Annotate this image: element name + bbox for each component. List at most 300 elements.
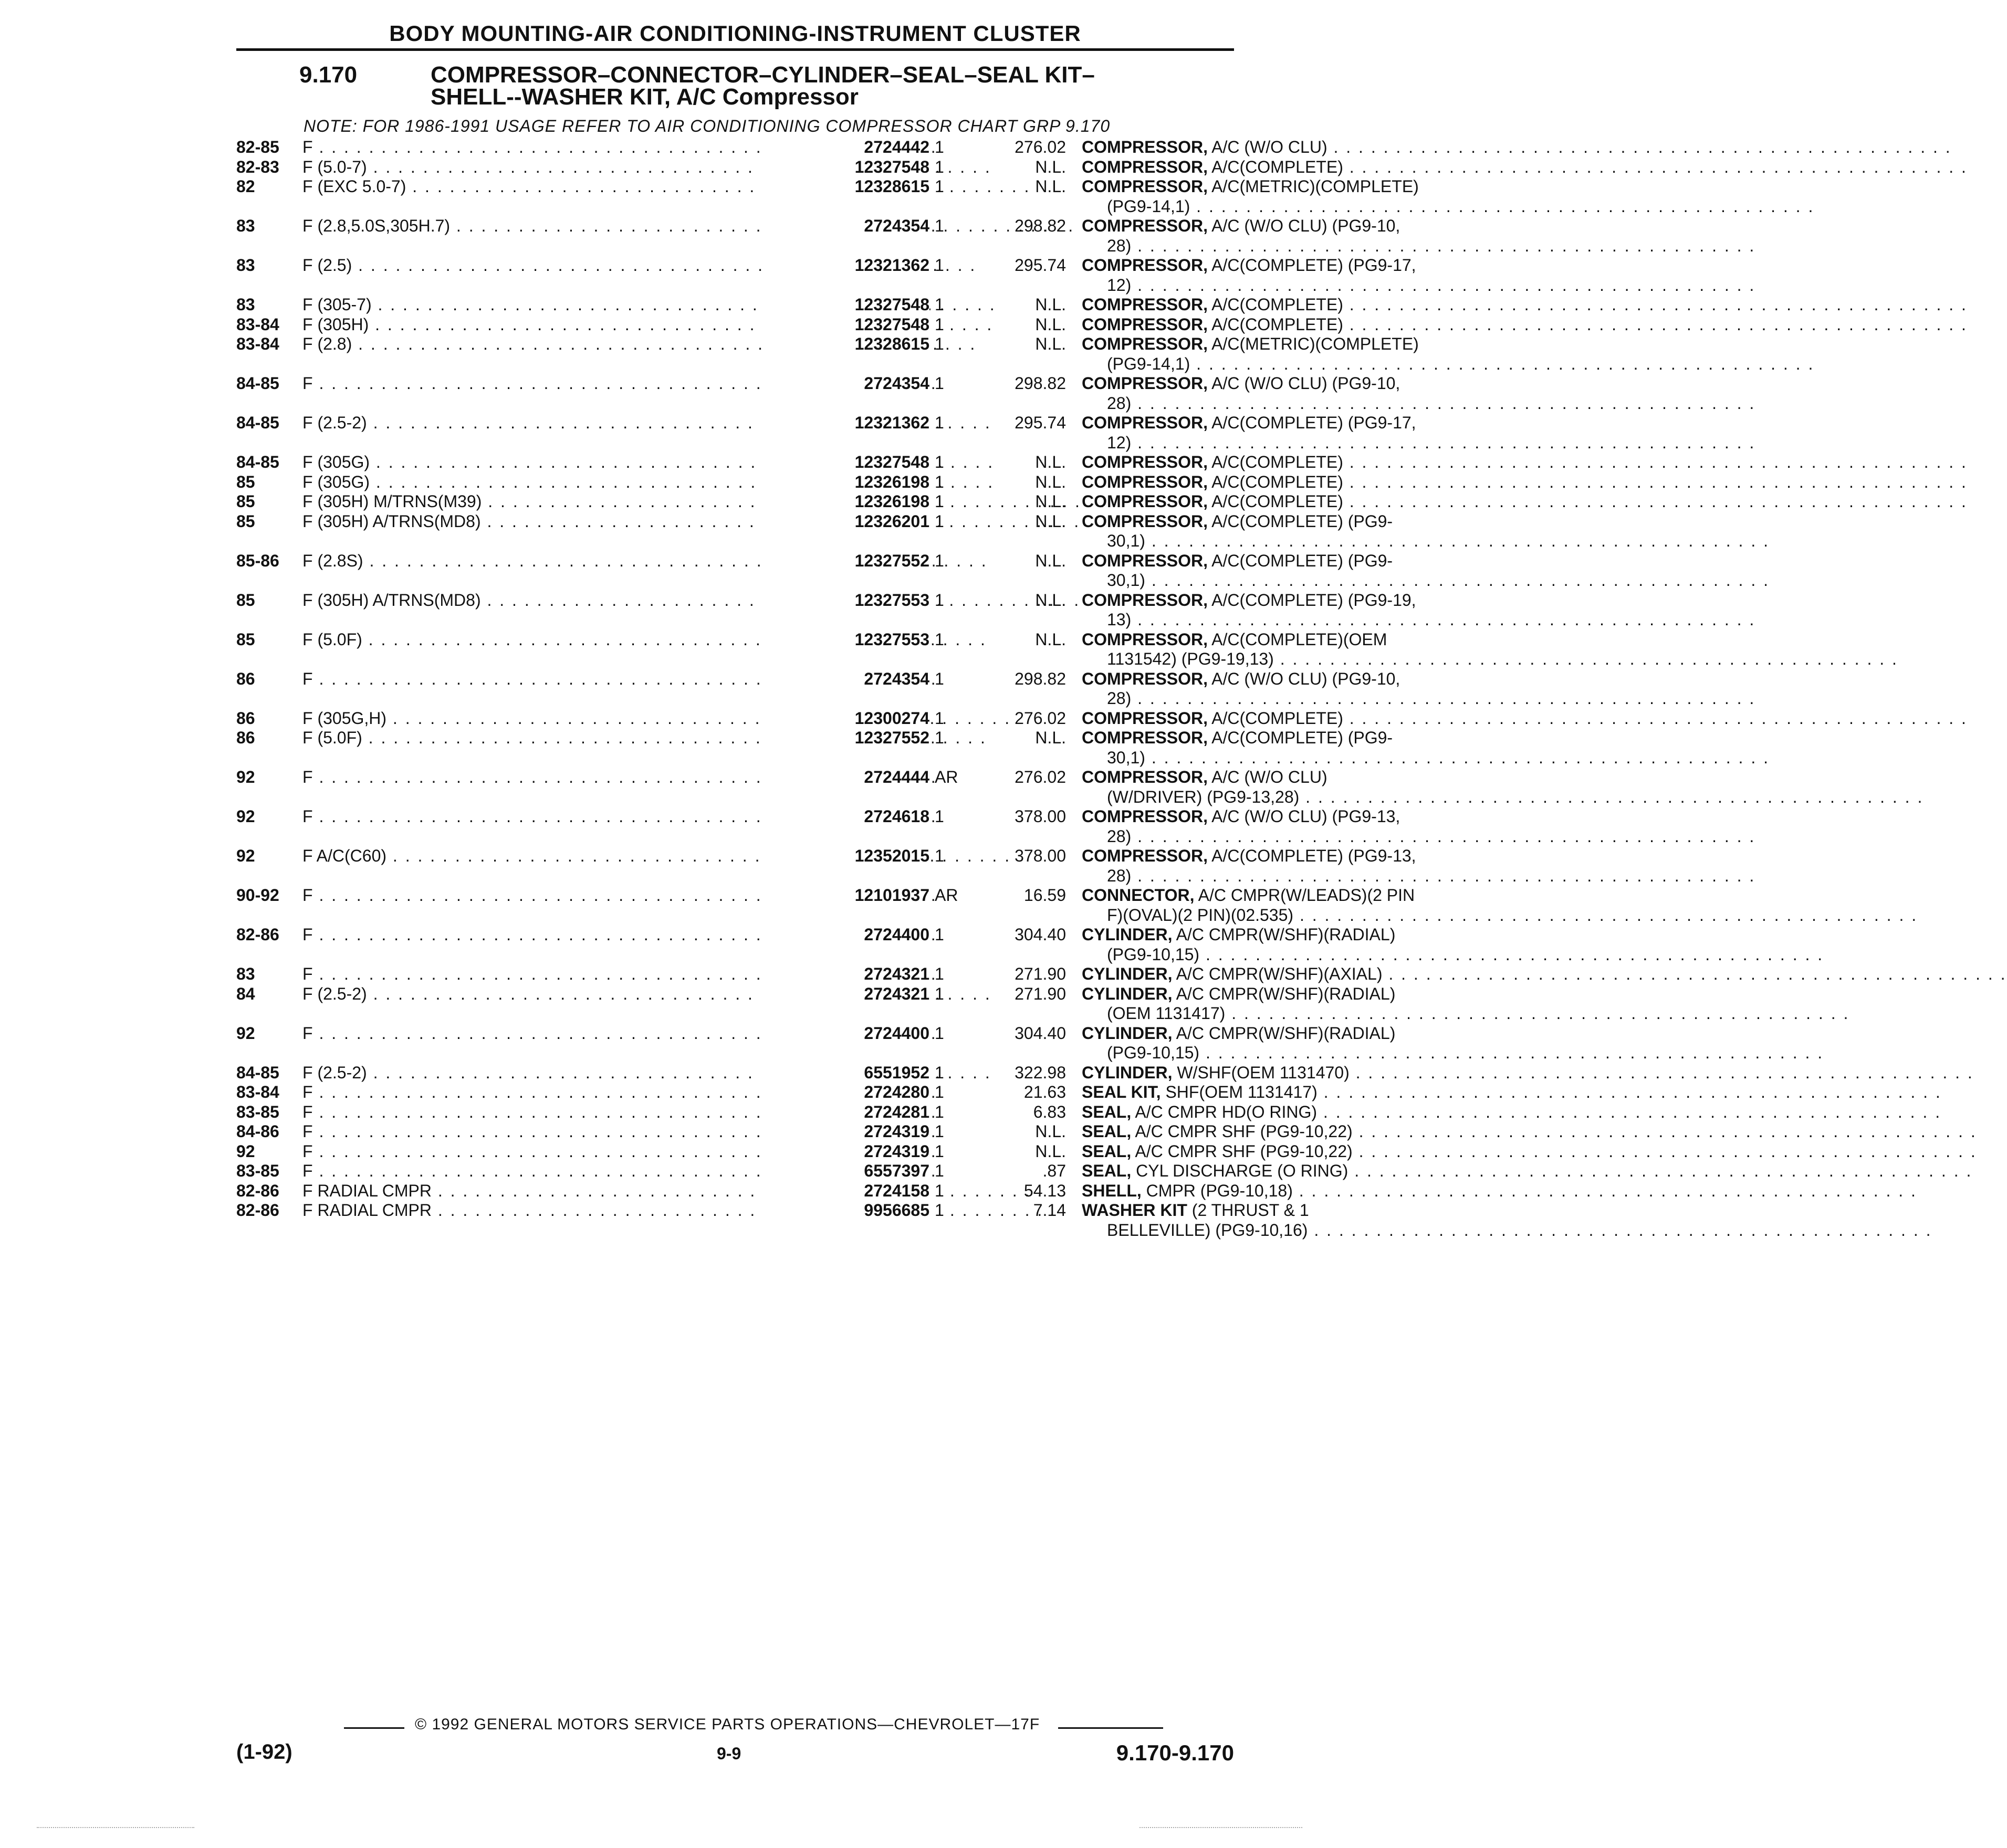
description-keyword: COMPRESSOR,: [1082, 138, 1208, 156]
part-number: 2724400: [761, 925, 929, 945]
part-model-wrap: [302, 177, 817, 197]
part-quantity: 1: [935, 1161, 944, 1180]
description-line: [1082, 315, 1470, 335]
part-price: 304.40: [1015, 1023, 1066, 1043]
description-text: 1131542) (PG9-19,13): [1107, 649, 1274, 668]
description-line: [1082, 748, 1470, 768]
part-model: F: [302, 1102, 313, 1121]
description-keyword: COMPRESSOR,: [1082, 768, 1208, 786]
part-years: 85: [236, 511, 255, 531]
part-years: 85: [236, 472, 255, 491]
part-description: [1082, 768, 1470, 807]
part-model-wrap: [302, 591, 817, 611]
part-number: 12328615: [761, 177, 929, 197]
description-keyword: SHELL,: [1082, 1181, 1142, 1200]
part-quantity: 1: [935, 1201, 944, 1220]
part-quantity: 1: [935, 472, 944, 491]
part-number: 2724321: [761, 984, 929, 1004]
part-model-wrap: [302, 1161, 817, 1181]
description-keyword: COMPRESSOR,: [1082, 728, 1208, 747]
part-years: 83: [236, 295, 255, 314]
part-model-wrap: [302, 1201, 817, 1221]
description-text: 13): [1107, 610, 1132, 629]
part-row: [236, 492, 1343, 512]
part-model-wrap: [302, 1024, 817, 1044]
part-number: 12327552: [761, 728, 929, 748]
description-text: 28): [1107, 689, 1132, 708]
part-years: 92: [236, 1141, 255, 1161]
description-keyword: CYLINDER,: [1082, 925, 1173, 944]
part-price: 298.82: [1015, 216, 1066, 235]
part-price: 295.74: [1015, 413, 1066, 432]
description-text: W/SHF(OEM 1131470): [1172, 1063, 1350, 1082]
part-description: [1082, 177, 1470, 216]
description-text: (OEM 1131417): [1107, 1004, 1226, 1023]
usage-note: NOTE: FOR 1986-1991 USAGE REFER TO AIR CONDITIONING COMPRESSOR CHART GRP 9.170: [304, 117, 1111, 135]
part-row: [236, 590, 1416, 630]
part-model: F (305G,H): [302, 708, 387, 728]
part-model-wrap: [302, 1083, 817, 1102]
scan-edge-mark-left: [37, 1827, 194, 1828]
part-price: N.L.: [1035, 177, 1066, 196]
part-description: [1082, 669, 1470, 709]
description-line: [1082, 138, 1470, 158]
part-model-wrap: [302, 768, 817, 788]
part-model-wrap: [302, 256, 817, 276]
description-line: [1082, 512, 1470, 532]
part-quantity: 1: [935, 964, 944, 983]
part-years: 92: [236, 846, 255, 865]
description-keyword: COMPRESSOR,: [1082, 472, 1208, 491]
part-years: 83: [236, 256, 255, 275]
description-line: [1082, 1181, 1470, 1201]
part-model: F: [302, 1141, 313, 1161]
description-line: [1082, 413, 1470, 433]
description-line: [1082, 1004, 1470, 1024]
description-line: [1082, 610, 1470, 630]
part-model-wrap: [302, 807, 817, 827]
part-quantity: 1: [935, 511, 944, 531]
description-line: [1082, 984, 1470, 1004]
part-model: F (2.5-2): [302, 413, 367, 432]
description-line: [1082, 1221, 1470, 1241]
part-row: [236, 768, 1327, 807]
description-text: (2 THRUST & 1: [1187, 1201, 1309, 1220]
part-row: [236, 1023, 1396, 1063]
part-description: [1082, 1083, 1470, 1102]
part-description: [1082, 512, 1470, 551]
description-line: [1082, 1201, 1470, 1221]
part-description: [1082, 256, 1470, 295]
part-number: 2724618: [761, 807, 929, 827]
part-years: 83-84: [236, 314, 279, 334]
part-description: [1082, 925, 1470, 964]
description-text: A/C(COMPLETE): [1208, 453, 1343, 471]
part-model-wrap: [302, 472, 817, 492]
part-price: N.L.: [1035, 295, 1066, 314]
part-model: F A/C(C60): [302, 846, 387, 865]
description-keyword: COMPRESSOR,: [1082, 846, 1208, 865]
part-quantity: 1: [935, 1102, 944, 1121]
page-header-title: BODY MOUNTING-AIR CONDITIONING-INSTRUMENT CLUSTER: [389, 21, 1081, 46]
part-years: 84-85: [236, 374, 279, 393]
description-line: [1082, 906, 1470, 926]
part-quantity: 1: [935, 1063, 944, 1082]
part-quantity: 1: [935, 216, 944, 235]
part-row: [236, 216, 1400, 256]
part-price: 16.59: [1023, 886, 1066, 905]
part-quantity: 1: [935, 1181, 944, 1200]
description-keyword: COMPRESSOR,: [1082, 629, 1208, 649]
part-quantity: 1: [935, 807, 944, 826]
part-quantity: 1: [935, 728, 944, 747]
description-line: [1082, 1122, 1470, 1142]
part-description: [1082, 1122, 1470, 1142]
description-text: A/C CMPR SHF (PG9-10,22): [1131, 1141, 1353, 1161]
part-price: 54.13: [1023, 1181, 1066, 1200]
description-keyword: SEAL,: [1082, 1102, 1132, 1121]
description-line: [1082, 768, 1470, 788]
description-text: A/C CMPR(W/SHF)(RADIAL): [1172, 925, 1396, 944]
part-years: 84-85: [236, 453, 279, 471]
part-years: 85: [236, 629, 255, 649]
part-price: N.L.: [1035, 453, 1066, 471]
description-text: BELLEVILLE) (PG9-10,16): [1107, 1220, 1308, 1240]
part-number: 12327553: [761, 591, 929, 611]
part-description: [1082, 413, 1470, 453]
description-line: [1082, 571, 1470, 591]
description-line: [1082, 177, 1470, 197]
part-model: F (305G): [302, 472, 370, 491]
description-keyword: COMPRESSOR,: [1082, 157, 1208, 176]
part-years: 82-86: [236, 1201, 279, 1220]
part-model-wrap: [302, 1122, 817, 1142]
description-keyword: COMPRESSOR,: [1082, 453, 1208, 471]
part-model: F RADIAL CMPR: [302, 1201, 432, 1220]
description-text: A/C(METRIC)(COMPLETE): [1208, 177, 1419, 196]
part-years: 85-86: [236, 551, 279, 570]
part-number: 2724319: [761, 1142, 929, 1162]
part-description: [1082, 846, 1470, 886]
description-text: 30,1): [1107, 571, 1145, 590]
description-text: 28): [1107, 866, 1132, 885]
description-text: 12): [1107, 433, 1132, 452]
part-price: N.L.: [1035, 334, 1066, 353]
part-price: N.L.: [1035, 314, 1066, 334]
description-text: A/C (W/O CLU): [1208, 138, 1327, 156]
part-row: [236, 708, 1343, 729]
part-row: [236, 1181, 1293, 1201]
description-keyword: SEAL,: [1082, 1122, 1132, 1141]
part-description: [1082, 807, 1470, 846]
footer-page-number: 9-9: [717, 1744, 741, 1763]
description-line: [1082, 374, 1470, 394]
description-line: [1082, 964, 1470, 984]
part-description: [1082, 1063, 1470, 1083]
part-model-wrap: [302, 1102, 817, 1122]
part-row: [236, 984, 1396, 1024]
description-line: [1082, 472, 1470, 492]
part-description: [1082, 984, 1470, 1024]
part-row: [236, 964, 1383, 984]
part-number: 12327548: [761, 315, 929, 335]
description-keyword: COMPRESSOR,: [1082, 374, 1208, 393]
part-price: N.L.: [1035, 551, 1066, 570]
part-row: [236, 1063, 1350, 1083]
description-text: A/C(COMPLETE)(OEM: [1208, 629, 1387, 649]
part-description: [1082, 591, 1470, 630]
part-description: [1082, 1201, 1470, 1240]
part-quantity: 1: [935, 629, 944, 649]
part-quantity: 1: [935, 177, 944, 196]
part-model-wrap: [302, 709, 817, 729]
part-row: [236, 551, 1393, 591]
part-description: [1082, 551, 1470, 591]
part-quantity: 1: [935, 295, 944, 314]
part-quantity: 1: [935, 1083, 944, 1101]
part-description: [1082, 1102, 1470, 1122]
description-text: 28): [1107, 236, 1132, 255]
description-text: CMPR (PG9-10,18): [1141, 1181, 1293, 1200]
part-model: F (2.5-2): [302, 1063, 367, 1082]
description-text: A/C CMPR(W/SHF)(AXIAL): [1172, 964, 1383, 983]
part-quantity: 1: [935, 256, 944, 275]
description-line: [1082, 945, 1470, 965]
description-text: 12): [1107, 275, 1132, 295]
description-keyword: COMPRESSOR,: [1082, 177, 1208, 196]
part-price: N.L.: [1035, 472, 1066, 491]
part-model: F: [302, 768, 313, 786]
description-keyword: CYLINDER,: [1082, 964, 1173, 983]
scan-edge-mark-right: [1140, 1827, 1302, 1828]
description-text: 28): [1107, 393, 1132, 413]
part-years: 86: [236, 708, 255, 728]
part-years: 85: [236, 590, 255, 610]
part-price: 7.14: [1033, 1201, 1066, 1220]
description-text: 30,1): [1107, 748, 1145, 767]
description-text: 28): [1107, 826, 1132, 846]
description-keyword: COMPRESSOR,: [1082, 256, 1208, 275]
part-price: 6.83: [1033, 1102, 1066, 1121]
part-quantity: 1: [935, 984, 944, 1003]
part-years: 83-85: [236, 1102, 279, 1121]
part-quantity: 1: [935, 669, 944, 688]
description-text: F)(OVAL)(2 PIN)(02.535): [1107, 905, 1294, 925]
footer-section-range: 9.170-9.170: [1116, 1740, 1234, 1765]
part-row: [236, 1122, 1353, 1142]
part-row: [236, 413, 1416, 453]
part-model: F: [302, 1122, 313, 1141]
part-model: F: [302, 964, 313, 983]
description-text: CYL DISCHARGE (O RING): [1131, 1161, 1349, 1180]
part-model-wrap: [302, 669, 817, 689]
part-model-wrap: [302, 1063, 817, 1083]
description-line: [1082, 276, 1470, 296]
description-keyword: COMPRESSOR,: [1082, 334, 1208, 353]
part-model-wrap: [302, 295, 817, 315]
part-number: 12352015: [761, 846, 929, 866]
part-row: [236, 256, 1416, 295]
part-price: 295.74: [1015, 256, 1066, 275]
part-years: 86: [236, 728, 255, 747]
part-description: [1082, 964, 1470, 984]
footer-rule-right: [1058, 1727, 1163, 1729]
part-model: F (2.8S): [302, 551, 363, 570]
part-description: [1082, 492, 1470, 512]
part-years: 92: [236, 807, 255, 826]
part-model-wrap: [302, 413, 817, 433]
part-price: N.L.: [1035, 1122, 1066, 1141]
description-text: A/C CMPR(W/SHF)(RADIAL): [1172, 1023, 1396, 1043]
part-price: .87: [1042, 1161, 1066, 1180]
description-line: [1082, 1161, 1470, 1181]
description-text: A/C CMPR HD(O RING): [1131, 1102, 1318, 1121]
part-model-wrap: [302, 886, 817, 906]
part-number: 2724321: [761, 964, 929, 984]
part-price: N.L.: [1035, 728, 1066, 747]
part-price: 298.82: [1015, 669, 1066, 688]
part-number: 2724442: [761, 138, 929, 158]
part-model: F (5.0F): [302, 728, 362, 747]
description-keyword: SEAL,: [1082, 1141, 1132, 1161]
description-text: A/C (W/O CLU) (PG9-10,: [1208, 374, 1400, 393]
part-description: [1082, 709, 1470, 729]
part-quantity: 1: [935, 1141, 944, 1161]
part-model: F (305H) M/TRNS(M39): [302, 492, 482, 511]
part-years: 84-85: [236, 413, 279, 432]
description-keyword: COMPRESSOR,: [1082, 314, 1208, 334]
part-row: [236, 295, 1343, 315]
part-years: 84: [236, 984, 255, 1003]
description-text: A/C(COMPLETE): [1208, 708, 1343, 728]
part-quantity: AR: [935, 886, 958, 905]
part-quantity: 1: [935, 314, 944, 334]
part-quantity: 1: [935, 551, 944, 570]
description-keyword: COMPRESSOR,: [1082, 807, 1208, 826]
part-row: [236, 511, 1393, 551]
part-price: 276.02: [1015, 768, 1066, 786]
part-number: 2724280: [761, 1083, 929, 1102]
description-text: A/C(COMPLETE): [1208, 492, 1343, 511]
part-model-wrap: [302, 846, 817, 866]
description-line: [1082, 866, 1470, 886]
description-keyword: COMPRESSOR,: [1082, 511, 1208, 531]
page-header: [236, 21, 1234, 51]
description-line: [1082, 216, 1470, 236]
part-price: N.L.: [1035, 157, 1066, 176]
part-row: [236, 846, 1416, 886]
part-quantity: 1: [935, 413, 944, 432]
part-model: F: [302, 138, 313, 156]
part-row: [236, 138, 1327, 158]
part-model: F: [302, 807, 313, 826]
part-row: [236, 157, 1343, 177]
footer-date: (1-92): [236, 1740, 292, 1763]
part-number: 2724354: [761, 669, 929, 689]
description-text: A/C (W/O CLU) (PG9-10,: [1208, 216, 1400, 235]
part-quantity: 1: [935, 1023, 944, 1043]
description-keyword: SEAL,: [1082, 1161, 1132, 1180]
part-years: 83-85: [236, 1161, 279, 1180]
description-line: [1082, 649, 1470, 669]
part-number: 6551952: [761, 1063, 929, 1083]
description-line: [1082, 394, 1470, 414]
description-text: A/C(COMPLETE): [1208, 295, 1343, 314]
part-model-wrap: [302, 1142, 817, 1162]
part-number: 6557397: [761, 1161, 929, 1181]
description-line: [1082, 433, 1470, 453]
part-price: 322.98: [1015, 1063, 1066, 1082]
part-years: 90-92: [236, 886, 279, 905]
part-description: [1082, 1024, 1470, 1063]
part-row: [236, 1161, 1349, 1181]
part-years: 83-84: [236, 1083, 279, 1101]
description-keyword: COMPRESSOR,: [1082, 708, 1208, 728]
part-price: 276.02: [1015, 138, 1066, 156]
description-line: [1082, 807, 1470, 827]
part-description: [1082, 1181, 1470, 1201]
part-number: 12327552: [761, 551, 929, 571]
description-text: A/C(COMPLETE) (PG9-17,: [1208, 256, 1416, 275]
part-model-wrap: [302, 315, 817, 335]
description-line: [1082, 453, 1470, 472]
description-text: A/C (W/O CLU): [1208, 768, 1327, 786]
part-description: [1082, 472, 1470, 492]
part-model-wrap: [302, 374, 817, 394]
part-description: [1082, 1161, 1470, 1181]
part-model-wrap: [302, 551, 817, 571]
part-model: F (EXC 5.0-7): [302, 177, 406, 196]
part-number: 2724319: [761, 1122, 929, 1142]
description-line: [1082, 354, 1470, 374]
part-model: F: [302, 669, 313, 688]
description-keyword: WASHER KIT: [1082, 1201, 1187, 1220]
part-quantity: 1: [935, 708, 944, 728]
description-line: [1082, 1142, 1470, 1162]
description-text: A/C CMPR SHF (PG9-10,22): [1131, 1122, 1353, 1141]
part-years: 92: [236, 1023, 255, 1043]
part-number: 2724158: [761, 1181, 929, 1201]
description-line: [1082, 1102, 1470, 1122]
description-text: A/C(COMPLETE): [1208, 157, 1343, 176]
part-years: 92: [236, 768, 255, 786]
description-text: (PG9-14,1): [1107, 196, 1190, 216]
part-description: [1082, 295, 1470, 315]
description-line: [1082, 669, 1470, 689]
description-line: [1082, 492, 1470, 512]
description-line: [1082, 197, 1470, 217]
description-keyword: COMPRESSOR,: [1082, 216, 1208, 235]
part-description: [1082, 728, 1470, 768]
description-line: [1082, 925, 1470, 945]
part-model: F (2.8): [302, 334, 352, 353]
description-line: [1082, 236, 1470, 256]
part-model-wrap: [302, 453, 817, 472]
part-model-wrap: [302, 158, 817, 177]
part-description: [1082, 1142, 1470, 1162]
description-text: A/C CMPR(W/SHF)(RADIAL): [1172, 984, 1396, 1003]
part-number: 2724354: [761, 216, 929, 236]
part-model: F (305H) A/TRNS(MD8): [302, 590, 481, 610]
parts-list: [236, 138, 1419, 1240]
description-line: [1082, 1043, 1470, 1063]
part-model: F: [302, 886, 313, 905]
description-line: [1082, 788, 1470, 807]
part-price: 378.00: [1015, 807, 1066, 826]
part-row: [236, 472, 1343, 492]
part-model: F RADIAL CMPR: [302, 1181, 432, 1200]
description-text: A/C(COMPLETE) (PG9-: [1208, 728, 1393, 747]
